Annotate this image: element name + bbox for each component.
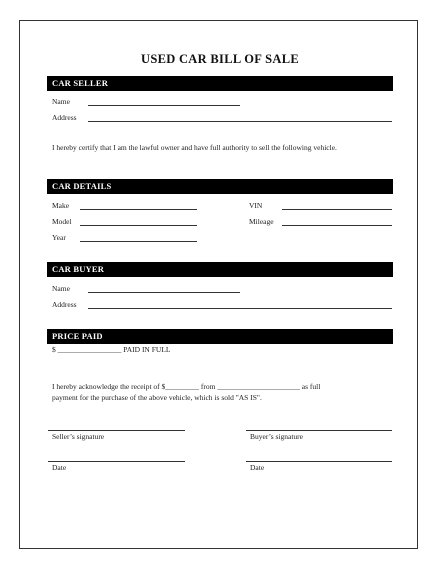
section-header-car-buyer: CAR BUYER [47,262,393,277]
buyer-address-label: Address [52,300,77,309]
seller-signature-label: Seller’s signature [52,432,105,441]
buyer-address-field[interactable] [88,308,392,309]
seller-date-label: Date [52,463,67,472]
year-label: Year [52,233,66,242]
mileage-field[interactable] [282,225,392,226]
section-header-price-paid: PRICE PAID [47,329,393,344]
page-border [19,20,418,549]
buyer-date-field[interactable] [246,461,392,462]
section-header-car-seller: CAR SELLER [47,76,393,91]
model-field[interactable] [80,225,197,226]
seller-name-label: Name [52,97,70,106]
buyer-signature-label: Buyer’s signature [250,432,303,441]
make-label: Make [52,201,70,210]
mileage-label: Mileage [249,217,274,226]
vin-field[interactable] [282,209,392,210]
seller-signature-field[interactable] [48,430,185,431]
year-field[interactable] [80,241,197,242]
acknowledgement-line-2: payment for the purchase of the above vehicle, which is sold "AS IS". [52,393,262,402]
buyer-signature-field[interactable] [246,430,392,431]
seller-certification-text: I hereby certify that I am the lawful owner and have full authority to sell the following vehicle. [52,143,337,152]
document-title: USED CAR BILL OF SALE [141,52,299,66]
seller-address-field[interactable] [88,121,392,122]
acknowledgement-line-1: I hereby acknowledge the receipt of $_________ from ______________________ as full [52,382,321,391]
section-header-car-details: CAR DETAILS [47,179,393,194]
vin-label: VIN [249,201,263,210]
seller-name-field[interactable] [88,105,240,106]
buyer-name-field[interactable] [88,292,240,293]
make-field[interactable] [80,209,197,210]
seller-date-field[interactable] [48,461,185,462]
amount-paid-line[interactable]: $ _________________ PAID IN FULL [52,345,171,354]
buyer-date-label: Date [250,463,265,472]
model-label: Model [52,217,72,226]
seller-address-label: Address [52,113,77,122]
buyer-name-label: Name [52,284,70,293]
